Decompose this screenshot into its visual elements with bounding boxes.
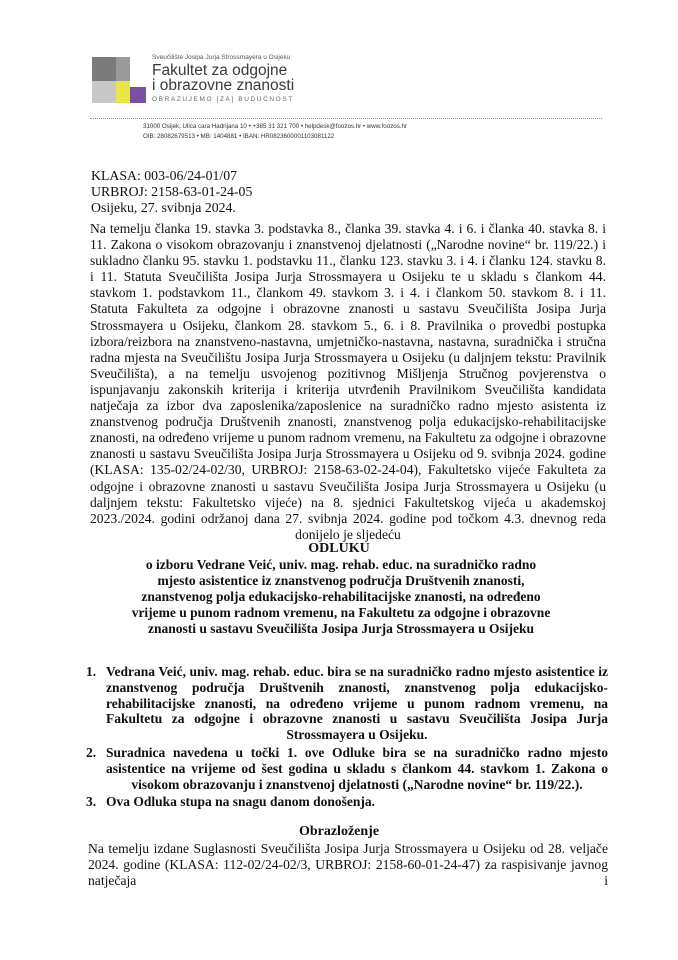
decision-item xyxy=(86,745,608,792)
university-name: Sveučilište Josipa Jurja Strossmayera u Osijeku xyxy=(152,54,291,61)
decision-item-number: 2. xyxy=(86,744,97,760)
faculty-logo xyxy=(92,57,146,105)
contact-ids-line: OIB: 28082679513 • MB: 1404881 • IBAN: HR0823600001103081122 xyxy=(143,132,335,140)
faculty-tagline: OBRAZUJEMO [ZA] BUDUĆNOST xyxy=(152,96,294,103)
reasoning-paragraph: Na temelju izdane Suglasnosti Sveučilišta Josipa Jurja Strossmayera u Osijeku od 28. veljače 2024. godine (KLASA: 112-02/24-02/3, URBROJ: 2158-60-01-24-47) za raspisivanje javnog natječaja i xyxy=(88,841,608,889)
decision-items xyxy=(86,664,608,812)
decision-item-text: Ova Odluka stupa na snagu danom donošenja. xyxy=(106,794,375,810)
decision-item-text: Vedrana Veić, univ. mag. rehab. educ. bira se na suradničko radno mjesto asistentice iz znanstvenog područja Društvenih znanosti, znanstvenog polja edukacijsko-rehabilitacijske znanosti, na određeno vrijeme u punom radnom vremenu, na Fakultetu za odgojne i obrazovne znanosti u sastavu Sveučilišta Josipa Jurja Strossmayera u Osijeku. xyxy=(106,664,608,743)
decision-item-number: 3. xyxy=(86,794,97,810)
decision-title: ODLUKU xyxy=(308,541,370,556)
faculty-name-line2: i obrazovne znanosti xyxy=(152,77,295,94)
logo-block-purple xyxy=(130,87,146,103)
faculty-name-line1: Fakultet za odgojne xyxy=(152,62,288,79)
logo-block-yellow xyxy=(116,81,130,103)
klasa: KLASA: 003-06/24-01/07 xyxy=(91,168,238,183)
decision-item-number: 1. xyxy=(86,664,97,679)
contact-address-line: 31000 Osijek, Ulica cara Hadrijana 10 • +385 31 321 700 • helpdesk@foozos.hr • www.foozos.hr xyxy=(143,123,408,130)
document-meta xyxy=(91,168,252,216)
faculty-name xyxy=(152,63,294,93)
decision-item-text: Suradnica navedena u točki 1. ove Odluke bira se na suradničko radno mjesto asistentice na vrijeme od šest godina u skladu s člankom 44. stavkom 1. Zakona o visokom obrazovanju i znanstvenoj djelatnosti („Narodne novine“ br. 119/22.). xyxy=(106,744,608,792)
logo-block-light xyxy=(92,81,116,103)
logo-block-mid xyxy=(116,57,130,81)
reasoning-title: Obrazloženje xyxy=(298,824,380,839)
header-divider xyxy=(90,118,602,119)
urbroj: URBROJ: 2158-63-01-24-05 xyxy=(91,184,253,199)
intro-paragraph: Na temelju članka 19. stavka 3. podstavka 8., članka 39. stavka 4. i 6. i članka 40. stavka 8. i 11. Zakona o visokom obrazovanju i znanstvenoj djelatnosti („Narodne novine“ br. 119/22.) i sukladno članku 95. stavku 1. podstavku 11., članku 123. stavku 3. i 4. i članku 124. stavku 8. i 11. Statuta Sveučilišta Josipa Jurja Strossmayera u Osijeku te u skladu s člankom 44. stavkom 1. podstavkom 11., člankom 49. stavkom 3. i 4. i člankom 50. stavkom 8. i 11. Statuta Fakulteta za odgojne i obrazovne znanosti u sastavu Sveučilišta Josipa Jurja Strossmayera u Osijeku, člankom 28. stavkom 5., 6. i 8. Pravilnika o provedbi postupka izbora/reizbora na znanstveno-nastavna, umjetničko-nastavna, nastavna, suradnička i stručna radna mjesta na Sveučilištu Josipa Jurja Strossmayera u Osijeku (u daljnjem tekstu: Pravilnik Sveučilišta), a na temelju usvojenog pozitivnog Mišljenja Stručnog povjerenstva o ispunjavanju zakonskih kriterija i kriterija utvrđenih Pravilnikom Sveučilišta kandidata natječaja za izbor dva zaposlenika/zaposlenice na suradničko radno mjesto asistenta iz znanstvenog područja Društvenih znanosti, znanstvenog polja edukacijsko-rehabilitacijske znanosti, na određeno vrijeme u punom radnom vremenu, na Fakultetu za odgojne i obrazovne znanosti u sastavu Sveučilišta Josipa Jurja Strossmayera u Osijeku od 9. svibnja 2024. godine (KLASA: 135-02/24-02/30, URBROJ: 2158-63-02-24-04), Fakultetsko vijeće Fakulteta za odgojne i obrazovne znanosti u sastavu Sveučilišta Josipa Jurja Strossmayera u Osijeku (u daljnjem tekstu: Fakultetsko vijeće) na 8. sjednici Fakultetskog vijeća u akademskoj 2023./2024. godini održanoj dana 27. svibnja 2024. godine pod točkom 4.3. dnevnog reda donijelo je sljedeću xyxy=(90,221,606,542)
place-date: Osijeku, 27. svibnja 2024. xyxy=(91,200,236,215)
contact-info xyxy=(143,122,407,141)
decision-item xyxy=(86,664,608,743)
decision-subtitle: o izboru Vedrane Veić, univ. mag. rehab. educ. na suradničko radno mjesto asistentice iz znanstvenog područja Društvenih znanosti, znanstvenog polja edukacijsko-rehabilitacijske znanosti, na određeno vrijeme u punom radnom vremenu, na Fakultetu za odgojne i obrazovne znanosti u sastavu Sveučilišta Josipa Jurja Strossmayera u Osijeku xyxy=(131,557,551,636)
logo-block-dark xyxy=(92,57,116,81)
decision-item xyxy=(86,794,608,810)
